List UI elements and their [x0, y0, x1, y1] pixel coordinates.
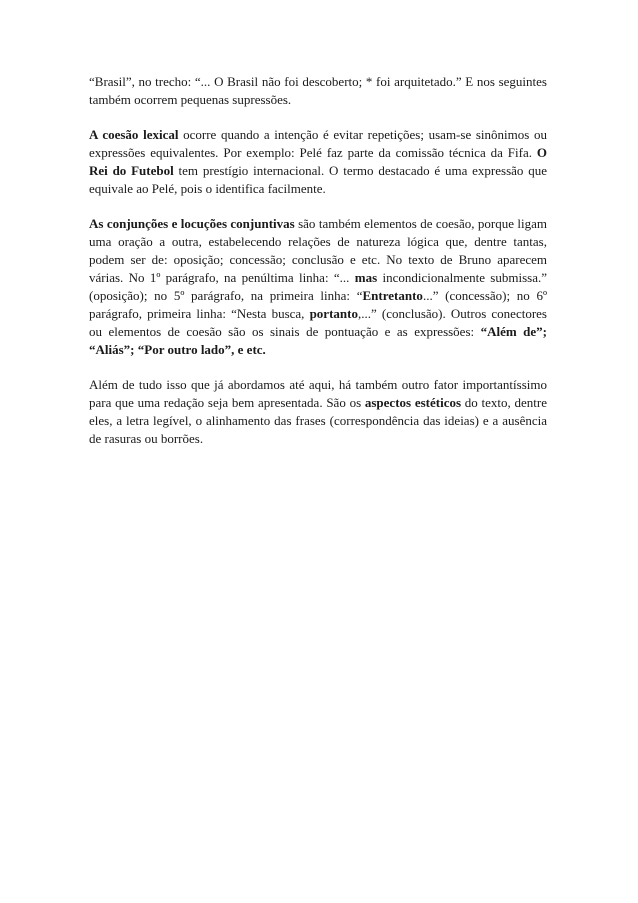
paragraph-text: “Brasil”, no trecho: “... O Brasil não foi descoberto; * foi arquitetado.” E nos seguintes também ocorrem pequenas supressões. — [89, 74, 547, 107]
bold-term-expressoes: “Além de”; “Aliás”; “Por outro lado”, e etc. — [89, 324, 547, 357]
bold-term-portanto: portanto — [309, 306, 358, 321]
bold-term-rei-do-futebol: O Rei do Futebol — [89, 145, 547, 178]
paragraph-text: Além de tudo isso que já abordamos até aqui, há também outro fator importantíssimo para que uma redação seja bem apresentada. São os — [89, 377, 547, 410]
paragraph-text: ...” (concessão); no 6º parágrafo, primeira linha: “Nesta busca, — [89, 288, 547, 321]
bold-term-mas: mas — [354, 270, 378, 285]
paragraph-aesthetics — [89, 376, 547, 448]
bold-term-aspectos-esteticos: aspectos estéticos — [364, 395, 462, 410]
paragraph-text: ocorre quando a intenção é evitar repetições; usam-se sinônimos ou expressões equivalentes. Por exemplo: Pelé faz parte da comissão técnica da Fifa. — [89, 127, 547, 160]
paragraph-lexical-cohesion — [89, 126, 547, 198]
paragraph-text: incondicionalmente submissa.” (oposição); no 5º parágrafo, na primeira linha: “ — [89, 270, 548, 303]
bold-term-coesao-lexical: A coesão lexical — [89, 127, 179, 142]
bold-term-conjuncoes: As conjunções e locuções conjuntivas — [89, 216, 295, 231]
paragraph-text: são também elementos de coesão, porque ligam uma oração a outra, estabelecendo relações de natureza lógica que, dentre tantas, podem ser de: oposição; concessão; conclusão e etc. No texto de Bruno aparecem várias. No 1º parágrafo, na penúltima linha: “... — [89, 216, 547, 285]
paragraph-text: do texto, dentre eles, a letra legível, o alinhamento das frases (correspondência das ideias) e a ausência de rasuras ou borrões. — [89, 395, 547, 446]
paragraph-conjunctions — [89, 215, 547, 359]
paragraph-text: ,...” (conclusão). Outros conectores ou elementos de coesão são os sinais de pontuação e as expressões: — [89, 306, 547, 339]
document-body — [89, 73, 547, 465]
paragraph-brasil-ellipsis — [89, 73, 547, 109]
bold-term-entretanto: Entretanto — [362, 288, 423, 303]
paragraph-text: tem prestígio internacional. O termo destacado é uma expressão que equivale ao Pelé, pois o identifica facilmente. — [89, 163, 547, 196]
